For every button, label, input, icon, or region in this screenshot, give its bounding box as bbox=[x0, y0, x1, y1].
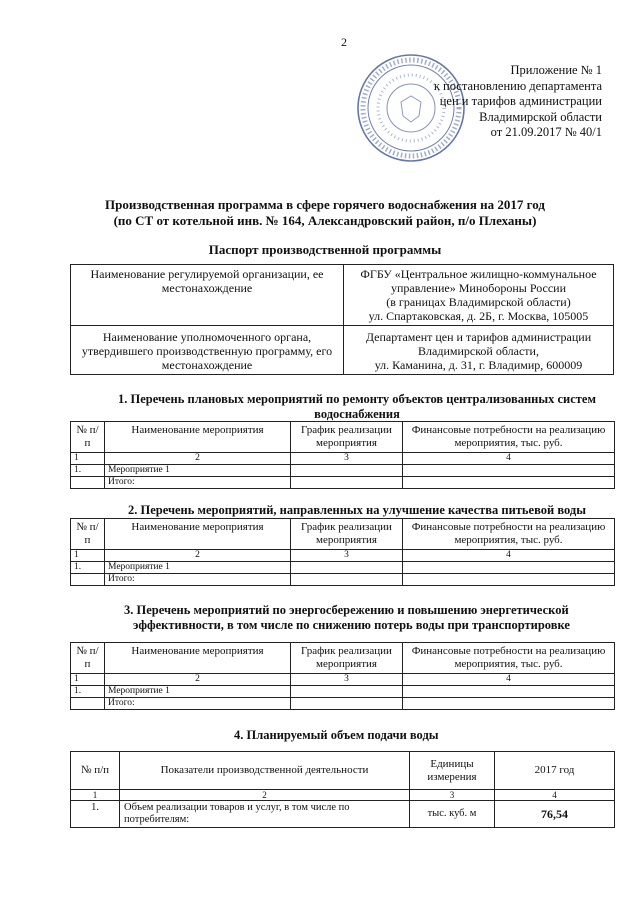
col-num-header: № п/п bbox=[71, 422, 105, 453]
section2-title: 2. Перечень мероприятий, направленных на улучшение качества питьевой воды bbox=[128, 503, 586, 517]
title-subline: (по СТ от котельной инв. № 164, Александровский район, п/о Плеханы) bbox=[113, 213, 537, 228]
section4-table bbox=[70, 751, 615, 828]
col-num-header: № п/п bbox=[71, 752, 120, 790]
numbering-row: 1 2 3 4 bbox=[71, 550, 615, 562]
numbering-row: 1 2 3 4 bbox=[71, 674, 615, 686]
table-row: 1. Мероприятие 1 bbox=[71, 562, 615, 574]
table-header-row bbox=[71, 422, 615, 453]
col-schedule-header: График реализации мероприятия bbox=[291, 643, 403, 674]
passport-table bbox=[70, 264, 614, 375]
section2-table bbox=[70, 518, 615, 586]
page-number: 2 bbox=[341, 35, 347, 49]
document-title bbox=[60, 197, 590, 229]
appendix-line: Приложение № 1 bbox=[510, 63, 602, 77]
col-num-header: № п/п bbox=[71, 643, 105, 674]
col-finance-header: Финансовые потребности на реализацию мероприятия, тыс. руб. bbox=[403, 643, 615, 674]
table-header-row bbox=[71, 519, 615, 550]
table-row-total: Итого: bbox=[71, 574, 615, 586]
col-indicator-header: Показатели производственной деятельности bbox=[120, 752, 410, 790]
passport-heading: Паспорт производственной программы bbox=[208, 242, 442, 257]
numbering-row: 1 2 3 4 bbox=[71, 453, 615, 465]
table-header-row bbox=[71, 643, 615, 674]
passport-value: Департамент цен и тарифов администрации Владимирской области, ул. Каманина, д. 31, г. Владимир, 600009 bbox=[344, 326, 614, 375]
passport-label: Наименование регулируемой организации, ее местонахождение bbox=[71, 265, 344, 326]
col-schedule-header: График реализации мероприятия bbox=[291, 519, 403, 550]
col-name-header: Наименование мероприятия bbox=[105, 643, 291, 674]
col-schedule-header: График реализации мероприятия bbox=[291, 422, 403, 453]
table-row-total: Итого: bbox=[71, 698, 615, 710]
col-year-header: 2017 год bbox=[495, 752, 615, 790]
appendix-date-line: от 21.09.2017 № 40/1 bbox=[490, 125, 602, 139]
appendix-line: цен и тарифов администрации bbox=[439, 94, 602, 108]
table-row bbox=[71, 326, 614, 375]
table-row-total: Итого: bbox=[71, 477, 615, 489]
passport-label: Наименование уполномоченного органа, утвердившего производственную программу, его местонахождение bbox=[71, 326, 344, 375]
appendix-line: к постановлению департамента bbox=[433, 78, 602, 93]
table-row bbox=[71, 265, 614, 326]
numbering-row: 1 2 3 4 bbox=[71, 790, 615, 801]
appendix-line: Владимирской области bbox=[479, 109, 602, 124]
col-name-header: Наименование мероприятия bbox=[105, 422, 291, 453]
table-header-row bbox=[71, 752, 615, 790]
table-row: 1. Мероприятие 1 bbox=[71, 465, 615, 477]
col-num-header: № п/п bbox=[71, 519, 105, 550]
section4-title: 4. Планируемый объем подачи воды bbox=[234, 728, 439, 742]
section3-title: 3. Перечень мероприятий по энергосбережению и повышению энергетической эффективности, в том числе по снижению потерь воды при транспортировке bbox=[124, 603, 570, 632]
passport-value: ФГБУ «Центральное жилищно-коммунальное управление» Минобороны России (в границах Владимирской области) ул. Спартаковская, д. 2Б, г. Москва, 105005 bbox=[344, 265, 614, 326]
title-line: Производственная программа в сфере горячего водоснабжения на 2017 год bbox=[105, 197, 545, 212]
col-finance-header: Финансовые потребности на реализацию мероприятия, тыс. руб. bbox=[403, 519, 615, 550]
table-row: 1. Объем реализации товаров и услуг, в том числе по потребителям: тыс. куб. м 76,54 bbox=[71, 801, 615, 828]
table-row: 1. Мероприятие 1 bbox=[71, 686, 615, 698]
appendix-header bbox=[392, 63, 602, 141]
section1-table bbox=[70, 421, 615, 489]
section3-table bbox=[70, 642, 615, 710]
col-name-header: Наименование мероприятия bbox=[105, 519, 291, 550]
col-finance-header: Финансовые потребности на реализацию мероприятия, тыс. руб. bbox=[403, 422, 615, 453]
section1-title: 1. Перечень плановых мероприятий по ремонту объектов централизованных систем водоснабжения bbox=[118, 392, 596, 421]
col-unit-header: Единицы измерения bbox=[410, 752, 495, 790]
